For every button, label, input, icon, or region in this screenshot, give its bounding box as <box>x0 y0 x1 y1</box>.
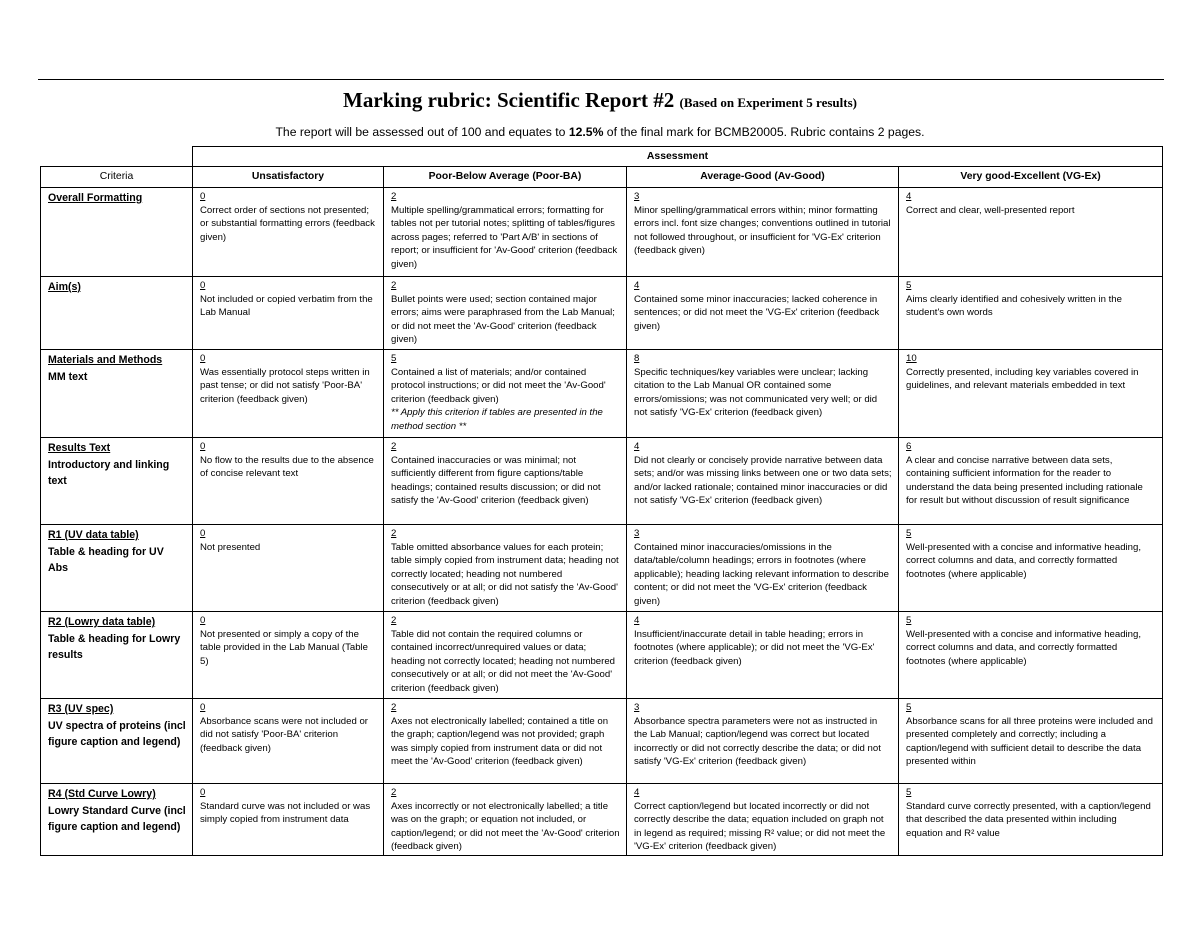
descriptor: Absorbance spectra parameters were not as instructed in the Lab Manual; caption/legend was correct but located incorrectly or did not correctly describe the data; or did not satisfy 'VG-Ex' criterion (feedback given) <box>634 715 881 768</box>
criterion-subtitle: Lowry Standard Curve (incl figure caption and legend) <box>48 805 186 833</box>
avg-cell <box>627 525 899 612</box>
criterion-title: R1 (UV data table) <box>48 529 139 541</box>
avg-cell <box>627 784 899 856</box>
criterion-cell <box>41 699 193 784</box>
score: 4 <box>634 280 640 291</box>
col-header-vg-ex: Very good-Excellent (VG-Ex) <box>899 167 1163 188</box>
descriptor: Contained inaccuracies or was minimal; not sufficiently different from figure captions/table headings; contained results discussion; or did not satisfy the 'Av-Good' criterion (feedback given) <box>391 454 601 507</box>
criterion-title: Aim(s) <box>48 281 81 293</box>
descriptor: Absorbance scans were not included or did not satisfy 'Poor-BA' criterion (feedback given) <box>200 715 368 754</box>
col-header-av-good: Average-Good (Av-Good) <box>627 167 899 188</box>
blank-cell <box>41 147 193 167</box>
criterion-cell <box>41 612 193 699</box>
score: 0 <box>200 441 206 452</box>
descriptor: A clear and concise narrative between data sets, containing sufficient information for the reader to understand the data being presented including rationale for result but without discussion of result significance <box>906 454 1143 507</box>
score: 2 <box>391 528 397 539</box>
assessment-header-row <box>41 147 1163 167</box>
descriptor: Contained minor inaccuracies/omissions in the data/table/column headings; errors in footnotes (where applicable); heading lacking relevant information to describe content; or did not meet the 'VG-Ex' criterion (feedback given) <box>634 541 889 607</box>
criterion-subtitle: Introductory and linking text <box>48 459 170 487</box>
poor-cell <box>384 188 627 277</box>
score: 0 <box>200 787 206 798</box>
descriptor: Correctly presented, including key variables covered in guidelines, and relevant materials embedded in text <box>906 366 1139 392</box>
poor-cell <box>384 350 627 438</box>
poor-cell <box>384 784 627 856</box>
intro-text <box>0 125 1200 139</box>
criterion-subtitle: UV spectra of proteins (incl figure caption and legend) <box>48 720 186 748</box>
descriptor: Correct order of sections not presented; or substantial formatting errors (feedback given) <box>200 204 375 243</box>
score: 0 <box>200 528 206 539</box>
descriptor: Well-presented with a concise and informative heading, correct columns and data, and correctly formatted footnotes (where applicable) <box>906 628 1141 667</box>
table-row <box>41 277 1163 350</box>
score: 0 <box>200 615 206 626</box>
score: 4 <box>634 441 640 452</box>
score: 3 <box>634 191 640 202</box>
descriptor: Table omitted absorbance values for each protein; table simply copied from instrument data; heading not correctly located; heading not numbered consecutively or at all; or did not satisfy the 'Av-Good' criterion (feedback given) <box>391 541 619 607</box>
header-rule <box>38 79 1164 80</box>
score: 3 <box>634 702 640 713</box>
score: 5 <box>906 528 912 539</box>
table-row <box>41 188 1163 277</box>
unsat-cell <box>193 438 384 525</box>
criterion-subtitle: Table & heading for UV Abs <box>48 546 164 574</box>
descriptor: No flow to the results due to the absence of concise relevant text <box>200 454 374 480</box>
criterion-cell <box>41 188 193 277</box>
vg-cell <box>899 188 1163 277</box>
criterion-title: R2 (Lowry data table) <box>48 616 156 628</box>
unsat-cell <box>193 277 384 350</box>
score: 5 <box>906 702 912 713</box>
descriptor: Specific techniques/key variables were unclear; lacking citation to the Lab Manual OR contained some errors/omissions; was not communicated very well; or did not satisfy 'VG-Ex' criterion (feedback given) <box>634 366 878 419</box>
vg-cell <box>899 277 1163 350</box>
table-row <box>41 350 1163 438</box>
descriptor: Aims clearly identified and cohesively written in the student's own words <box>906 293 1122 319</box>
score: 3 <box>634 528 640 539</box>
score: 10 <box>906 353 917 364</box>
descriptor: Standard curve correctly presented, with a caption/legend that described the data presented within including equation and R² value <box>906 800 1151 839</box>
score: 0 <box>200 353 206 364</box>
page-title <box>0 88 1200 113</box>
criterion-title: R3 (UV spec) <box>48 703 114 715</box>
criterion-cell <box>41 525 193 612</box>
avg-cell <box>627 438 899 525</box>
score: 5 <box>906 615 912 626</box>
criterion-title: Materials and Methods <box>48 354 163 366</box>
unsat-cell <box>193 784 384 856</box>
unsat-cell <box>193 525 384 612</box>
score: 2 <box>391 441 397 452</box>
descriptor: Did not clearly or concisely provide narrative between data sets; and/or was missing links between one or two data sets; and/or lacked rationale; contained minor inaccuracies or did not satisfy 'VG-Ex' criterion (feedback given) <box>634 454 892 507</box>
intro-after: of the final mark for BCMB20005. Rubric contains 2 pages. <box>603 125 925 139</box>
avg-cell <box>627 612 899 699</box>
poor-cell <box>384 612 627 699</box>
descriptor: Axes incorrectly or not electronically labelled; a title was on the graph; or equation not included, or caption/legend; or did not meet the 'Av-Good' criterion (feedback given) <box>391 800 620 853</box>
descriptor: Axes not electronically labelled; contained a title on the graph; caption/legend was not provided; graph was simply copied from instrument data or did not meet the 'Av-Good' criterion (feedback given) <box>391 715 609 768</box>
descriptor: Minor spelling/grammatical errors within; minor formatting errors incl. font size changes; conventions outlined in tutorial not followed throughout, or insufficient for 'VG-Ex' criterion (feedback given) <box>634 204 891 257</box>
assessment-header: Assessment <box>193 147 1163 167</box>
score: 0 <box>200 191 206 202</box>
avg-cell <box>627 350 899 438</box>
intro-percent: 12.5% <box>568 125 604 139</box>
score: 5 <box>906 787 912 798</box>
poor-cell <box>384 525 627 612</box>
table-row <box>41 784 1163 856</box>
descriptor: Contained some minor inaccuracies; lacked coherence in sentences; or did not meet the 'VG-Ex' criterion (feedback given) <box>634 293 880 332</box>
score: 4 <box>906 191 912 202</box>
title-subtitle: (Based on Experiment 5 results) <box>679 95 857 110</box>
score: 5 <box>906 280 912 291</box>
descriptor: Correct caption/legend but located incorrectly or did not correctly describe the data; equation included on graph not in legend as required; missing R² value; or did not meet the 'VG-Ex' criterion (feedback given) <box>634 800 886 853</box>
table-row <box>41 699 1163 784</box>
descriptor-note: ** Apply this criterion if tables are presented in the method section ** <box>391 407 603 432</box>
col-header-criteria: Criteria <box>41 167 193 188</box>
criterion-cell <box>41 784 193 856</box>
avg-cell <box>627 277 899 350</box>
descriptor: Standard curve was not included or was simply copied from instrument data <box>200 800 371 826</box>
avg-cell <box>627 188 899 277</box>
vg-cell <box>899 612 1163 699</box>
descriptor: Contained a list of materials; and/or contained protocol instructions; or did not meet the 'Av-Good' criterion (feedback given) <box>391 366 606 405</box>
score: 2 <box>391 280 397 291</box>
poor-cell <box>384 277 627 350</box>
criterion-subtitle: Table & heading for Lowry results <box>48 633 181 661</box>
vg-cell <box>899 525 1163 612</box>
rubric-table <box>40 146 1163 856</box>
score: 2 <box>391 615 397 626</box>
table-row <box>41 525 1163 612</box>
score: 2 <box>391 702 397 713</box>
criterion-cell <box>41 438 193 525</box>
score: 4 <box>634 787 640 798</box>
descriptor: Insufficient/inaccurate detail in table heading; errors in footnotes (where applicable); or did not meet the 'VG-Ex' criterion (feedback given) <box>634 628 875 667</box>
descriptor: Well-presented with a concise and informative heading, correct columns and data, and correctly formatted footnotes (where applicable) <box>906 541 1141 580</box>
criterion-cell <box>41 350 193 438</box>
score: 6 <box>906 441 912 452</box>
descriptor: Not included or copied verbatim from the Lab Manual <box>200 293 373 319</box>
intro-before: The report will be assessed out of 100 and equates to <box>275 125 569 139</box>
vg-cell <box>899 784 1163 856</box>
poor-cell <box>384 699 627 784</box>
criterion-cell <box>41 277 193 350</box>
score: 2 <box>391 787 397 798</box>
score: 8 <box>634 353 640 364</box>
unsat-cell <box>193 612 384 699</box>
col-header-unsatisfactory: Unsatisfactory <box>193 167 384 188</box>
descriptor: Table did not contain the required columns or contained incorrect/unrequired values or data; heading not correctly located; heading not numbered consecutively or at all; or did not meet the 'Av-Good' criterion (feedback given) <box>391 628 616 694</box>
descriptor: Bullet points were used; section contained major errors; aims were paraphrased from the Lab Manual; or did not meet the 'Av-Good' criterion (feedback given) <box>391 293 615 346</box>
descriptor: Absorbance scans for all three proteins were included and presented completely and correctly; including a caption/legend with sufficient detail to describe the data presented within <box>906 715 1153 768</box>
vg-cell <box>899 699 1163 784</box>
score: 4 <box>634 615 640 626</box>
score: 5 <box>391 353 397 364</box>
avg-cell <box>627 699 899 784</box>
criterion-title: R4 (Std Curve Lowry) <box>48 788 156 800</box>
criterion-subtitle: MM text <box>48 371 88 383</box>
col-header-poor-ba: Poor-Below Average (Poor-BA) <box>384 167 627 188</box>
descriptor: Was essentially protocol steps written in past tense; or did not satisfy 'Poor-BA' criterion (feedback given) <box>200 366 370 405</box>
table-row <box>41 438 1163 525</box>
unsat-cell <box>193 699 384 784</box>
score: 0 <box>200 280 206 291</box>
descriptor: Correct and clear, well-presented report <box>906 204 1075 216</box>
vg-cell <box>899 350 1163 438</box>
unsat-cell <box>193 188 384 277</box>
criterion-title: Overall Formatting <box>48 192 143 204</box>
score: 2 <box>391 191 397 202</box>
poor-cell <box>384 438 627 525</box>
column-header-row <box>41 167 1163 188</box>
descriptor: Not presented <box>200 541 261 553</box>
table-row <box>41 612 1163 699</box>
score: 0 <box>200 702 206 713</box>
criterion-title: Results Text <box>48 442 111 454</box>
descriptor: Not presented or simply a copy of the table provided in the Lab Manual (Table 5) <box>200 628 369 667</box>
unsat-cell <box>193 350 384 438</box>
vg-cell <box>899 438 1163 525</box>
descriptor: Multiple spelling/grammatical errors; formatting for tables not per tutorial notes; splitting of tables/figures across pages; referred to 'Part A/B' in sections of report; or insufficient for 'Av-Good' criterion (feedback given) <box>391 204 618 270</box>
title-main: Marking rubric: Scientific Report #2 <box>343 88 675 112</box>
